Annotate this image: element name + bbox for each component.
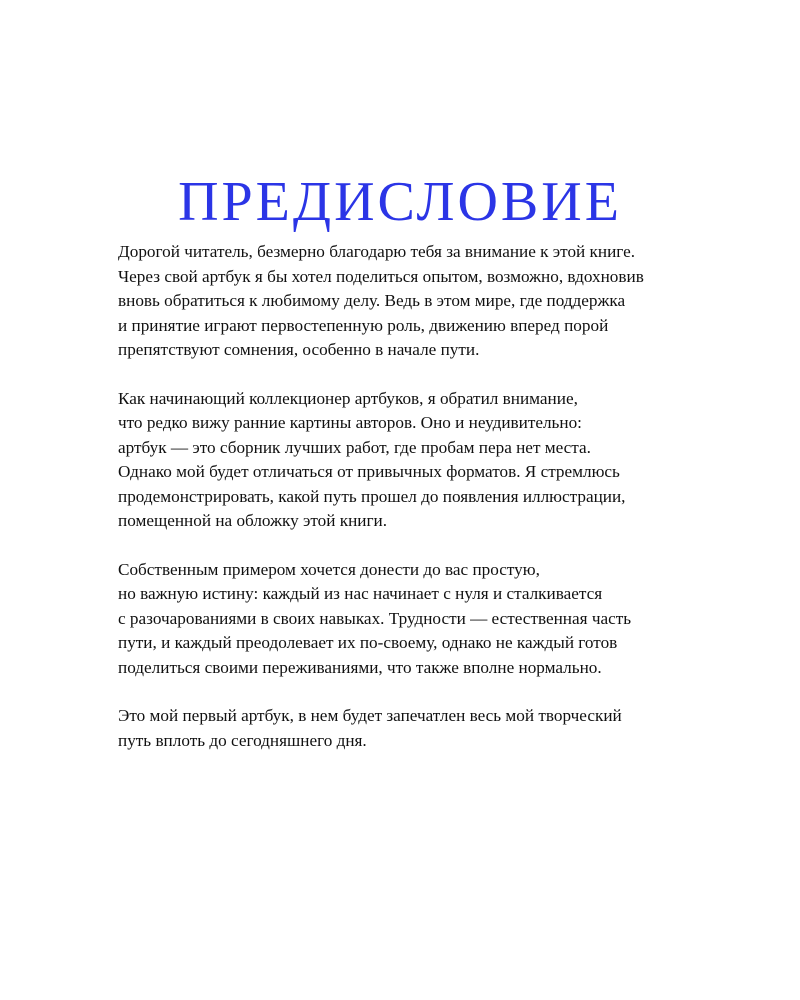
paragraph-1 bbox=[118, 240, 718, 363]
text-line: путь вплоть до сегодняшнего дня. bbox=[118, 730, 367, 750]
text-line: и принятие играют первостепенную роль, движению вперед порой bbox=[118, 315, 609, 335]
text-line: продемонстрировать, какой путь прошел до появления иллюстрации, bbox=[118, 486, 626, 506]
text-line: Через свой артбук я бы хотел поделиться опытом, возможно, вдохновив bbox=[118, 266, 644, 286]
paragraph-3 bbox=[118, 558, 718, 681]
text-line: Дорогой читатель, безмерно благодарю тебя за внимание к этой книге. bbox=[118, 242, 636, 261]
text-line: Это мой первый артбук, в нем будет запечатлен весь мой творческий bbox=[118, 706, 622, 725]
paragraph-4 bbox=[118, 704, 718, 753]
preface-body bbox=[118, 240, 718, 777]
text-line: помещенной на обложку этой книги. bbox=[118, 511, 388, 530]
text-line: Собственным примером хочется донести до вас простую, bbox=[118, 559, 540, 579]
text-line: препятствуют сомнения, особенно в начале пути. bbox=[118, 340, 480, 359]
text-line: вновь обратиться к любимому делу. Ведь в этом мире, где поддержка bbox=[118, 291, 626, 310]
text-line: поделиться своими переживаниями, что также вполне нормально. bbox=[118, 657, 602, 677]
text-line: с разочарованиями в своих навыках. Трудности — естественная часть bbox=[118, 608, 632, 628]
text-line: артбук — это сборник лучших работ, где пробам пера нет места. bbox=[118, 437, 591, 457]
page-title: ПРЕДИСЛОВИЕ bbox=[178, 170, 622, 233]
text-line: что редко вижу ранние картины авторов. Оно и неудивительно: bbox=[118, 413, 582, 432]
text-line: пути, и каждый преодолевает их по-своему, однако не каждый готов bbox=[118, 633, 618, 652]
text-line: Как начинающий коллекционер артбуков, я обратил внимание, bbox=[118, 388, 578, 408]
text-line: Однако мой будет отличаться от привычных форматов. Я стремлюсь bbox=[118, 462, 620, 481]
text-line: но важную истину: каждый из нас начинает с нуля и сталкивается bbox=[118, 584, 603, 603]
paragraph-2 bbox=[118, 387, 718, 534]
